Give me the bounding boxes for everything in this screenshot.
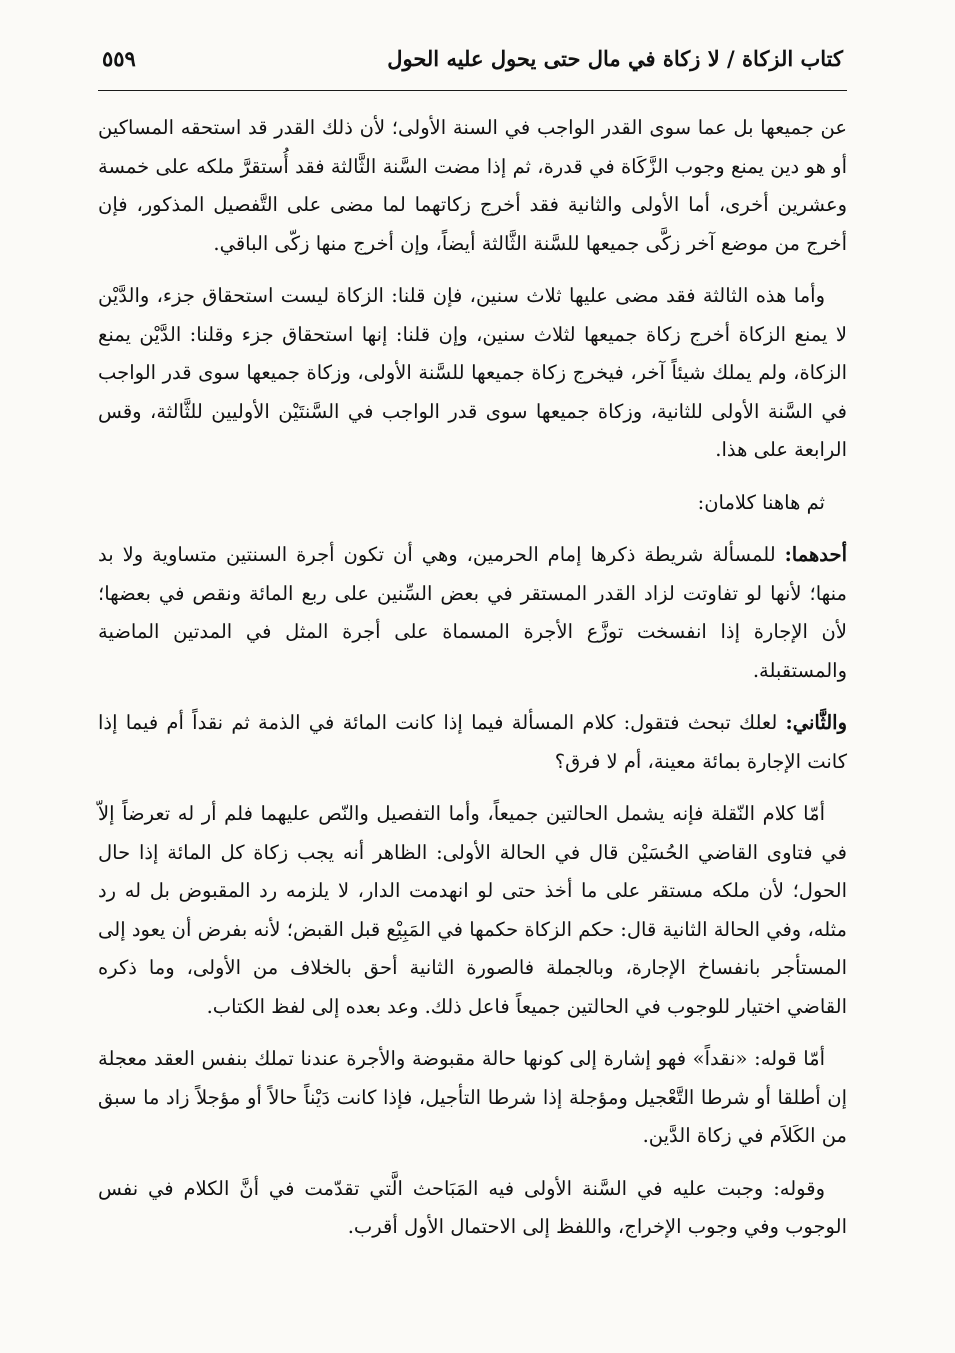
paragraph-text: للمسألة شريطة ذكرها إمام الحرمين، وهي أن تكون أجرة السنتين متساوية ولا بد منها؛ لأنها لو تفاوتت لزاد القدر المستقر في بعض السِّنين على ربع المائة ونقص في بعضها؛ لأن الإجارة إذا انفسخت توزَّع الأجرة المسماة على أجرة المثل في المدتين الماضية والمستقبلة. (98, 543, 847, 682)
paragraph-text: لعلك تبحث فتقول: كلام المسألة فيما إذا كانت المائة في الذمة ثم نقداً أم فيما إذا كانت الإجارة بمائة معينة، أم لا فرق؟ (98, 711, 847, 773)
paragraph (98, 277, 847, 470)
running-header (98, 46, 847, 91)
paragraph-text: وقوله: وجبت عليه في السَّنة الأولى فيه المَبَاحث الَّتي تقدّمت في أنَّ الكلام في نفس الوجوب وفي وجوب الإخراج، واللفظ إلى الاحتمال الأول أقرب. (98, 1176, 847, 1238)
page-body (98, 91, 847, 1247)
paragraph (98, 704, 847, 781)
page-number: ٥٥٩ (102, 46, 136, 71)
paragraph (98, 109, 847, 263)
paragraph-lead: والثَّاني: (785, 711, 847, 734)
paragraph-text: أمّا كلام النّقلة فإنه يشمل الحالتين جميعاً، وأما التفصيل والنّص عليهما فلم أر له تعرضاً إلاّ في فتاوى القاضي الحُسَيْن قال في الحالة الأولى: الظاهر أنه يجب زكاة كل المائة إذا حال الحول؛ لأن ملكه مستقر على ما أخذ حتى لو انهدمت الدار، لا يلزمه رد المقبوض بل له رد مثله، وفي الحالة الثانية قال: حكم الزكاة حكمها في المَبِيْع قبل القبض؛ لأنه بفرض أن يعود إلى المستأجر بانفساخ الإجارة، وبالجملة فالصورة الثانية أحق بالخلاف من الأولى، وما ذكره القاضي اختيار للوجوب في الحالتين جميعاً فاعل ذلك. وعد بعده إلى لفظ الكتاب. (98, 802, 847, 1018)
paragraph-text: أمّا قوله: «نقداً» فهو إشارة إلى كونها حالة مقبوضة والأجرة عندنا تملك بنفس العقد معجلة إن أطلقا أو شرطا التَّعْجيل ومؤجلة إذا شرطا التأجيل، فإذا كانت دَيْناً حالاً أو مؤجلاً زاد ما سبق من الكَلاَم في زكاة الدَّين. (98, 1047, 847, 1147)
paragraph-text: ثم هاهنا كلامان: (697, 490, 825, 514)
paragraph-lead: أحدهما: (784, 543, 847, 566)
paragraph (98, 484, 847, 523)
paragraph (98, 1170, 847, 1247)
paragraph-text: عن جميعها بل عما سوى القدر الواجب في السنة الأولى؛ لأن ذلك القدر قد استحقه المساكين أو هو دين يمنع وجوب الزَّكَاة في قدرة، ثم إذا مضت السَّنة الثَّالثة فقد أُستقرَّ ملكه على خمسة وعشرين أخرى، أما الأولى والثانية فقد أخرج زكاتهما لما مضى على التَّفصيل المذكور، فإن أخرج من موضع آخر زكَّى جميعها للسَّنة الثَّالثة أيضاً، وإن أخرج منها زكّى الباقي. (98, 116, 847, 255)
paragraph (98, 536, 847, 690)
paragraph (98, 795, 847, 1026)
running-title: كتاب الزكاة / لا زكاة في مال حتى يحول عليه الحول (387, 46, 843, 71)
paragraph (98, 1040, 847, 1156)
paragraph-text: وأما هذه الثالثة فقد مضى عليها ثلاث سنين، فإن قلنا: الزكاة ليست استحقاق جزء، والدَّيْن لا يمنع الزكاة أخرج زكاة جميعها لثلاث سنين، وإن قلنا: إنها استحقاق جزء وقلنا: الدَّيْن يمنع الزكاة، ولم يملك شيئاً آخر، فيخرج زكاة جميعها للسَّنة الأولى، وزكاة جميعها سوى قدر الواجب في السَّنة الأولى للثانية، وزكاة جميعها سوى قدر الواجب في السَّنتَيْن الأوليين للثَّالثة، وقس الرابعة على هذا. (98, 284, 847, 461)
